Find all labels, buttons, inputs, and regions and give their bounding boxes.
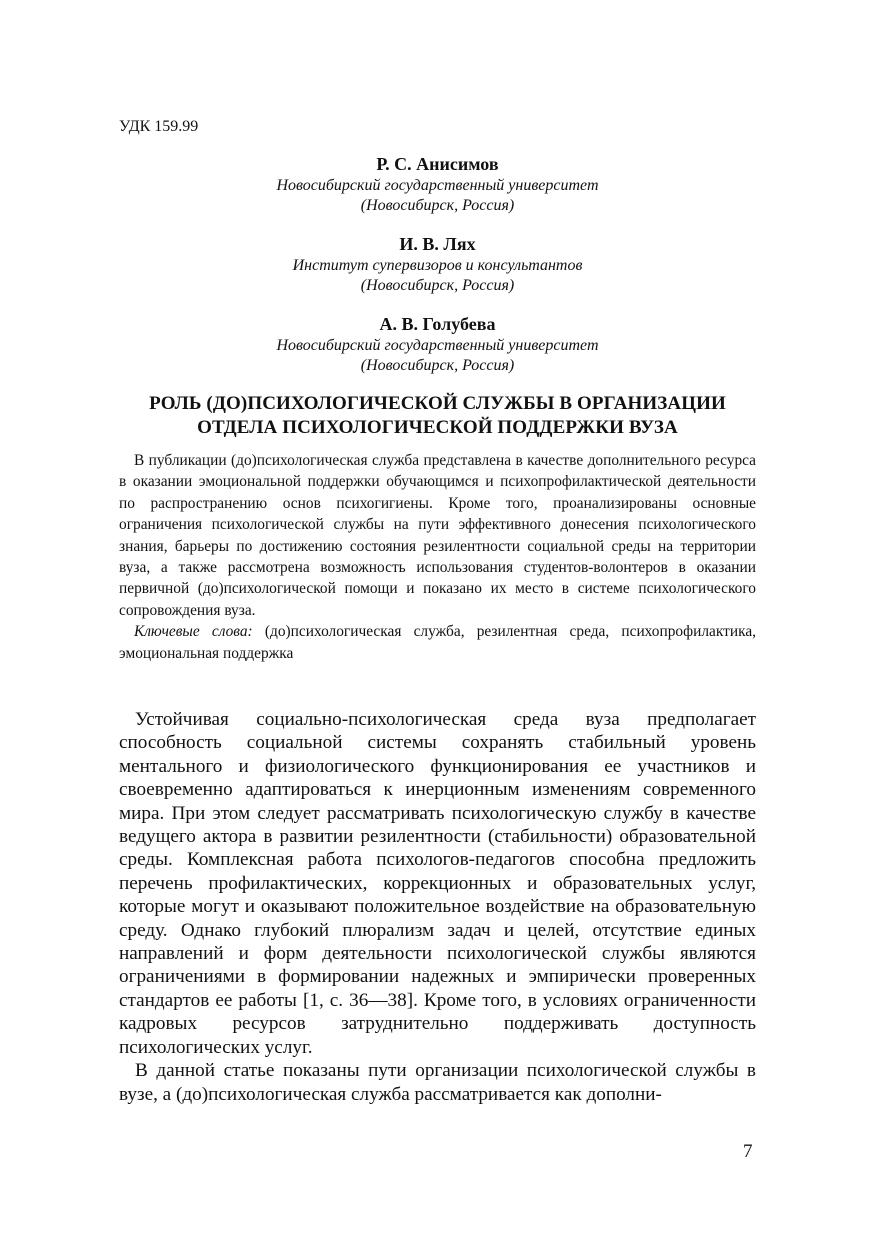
article-title: [110, 392, 765, 440]
article-title-line-2: ОТДЕЛА ПСИХОЛОГИЧЕСКОЙ ПОДДЕРЖКИ ВУЗА: [197, 417, 678, 438]
article-title-line-1: РОЛЬ (ДО)ПСИХОЛОГИЧЕСКОЙ СЛУЖБЫ В ОРГАНИЗАЦИИ: [149, 393, 726, 414]
author-block-3: [119, 312, 756, 376]
body-paragraph-2: В данной статье показаны пути организации психологической службы в вузе, а (до)психологическая служба рассматривается как дополни-: [119, 1060, 756, 1105]
article-body: [119, 708, 756, 1106]
author-name: И. В. Лях: [399, 234, 476, 254]
author-location: (Новосибирск, Россия): [360, 197, 515, 214]
author-location: (Новосибирск, Россия): [360, 357, 515, 374]
body-paragraph-1: Устойчивая социально-психологическая среда вуза предполагает способность социальной системы сохранять стабильный уровень ментального и физиологического функционирования ее участников и своевременно адаптироваться к инерционным изменениям современного мира. При этом следует рассматривать психологическую службу в качестве ведущего актора в развитии резилентности (стабильности) образовательной среды. Комплексная работа психологов-педагогов способна предложить перечень профилактических, коррекционных и образовательных услуг, которые могут и оказывают положительное воздействие на образовательную среду. Однако глубокий плюрализм задач и целей, отсутствие единых направлений и форм деятельности психологической службы являются ограничениями в формировании надежных и эмпирически проверенных стандартов ее работы [1, с. 36—38]. Кроме того, в условиях ограниченности кадровых ресурсов затруднительно поддерживать доступность психологических услуг.: [119, 709, 756, 1058]
author-location: (Новосибирск, Россия): [360, 277, 515, 294]
keywords-label: Ключевые слова:: [134, 623, 253, 641]
keywords-text: (до)психологическая служба, резилентная среда, психопрофилактика, эмоциональная поддержка: [119, 623, 756, 662]
author-name: А. В. Голубева: [379, 314, 496, 334]
author-affiliation: Институт супервизоров и консультантов: [292, 257, 583, 274]
keywords: [119, 621, 756, 664]
page-number: 7: [743, 1141, 753, 1162]
author-affiliation: Новосибирский государственный университет: [276, 177, 599, 194]
abstract: [119, 450, 756, 664]
author-affiliation: Новосибирский государственный университет: [276, 337, 599, 354]
abstract-text: В публикации (до)психологическая служба представлена в качестве дополнительного ресурса в оказании эмоциональной поддержки обучающимся и психопрофилактической деятельности по распространению основ психогигиены. Кроме того, проанализированы основные ограничения психологической службы на пути эффективного донесения психологического знания, барьеры по достижению состояния резилентности социальной среды на территории вуза, а также рассмотрена возможность использования студентов-волонтеров в оказании первичной (до)психологической помощи и показано их место в системе психологического сопровождения вуза.: [119, 452, 756, 619]
author-name: Р. С. Анисимов: [376, 154, 499, 174]
author-block-2: [119, 232, 756, 296]
author-block-1: [119, 152, 756, 216]
udk-code: УДК 159.99: [119, 118, 199, 135]
